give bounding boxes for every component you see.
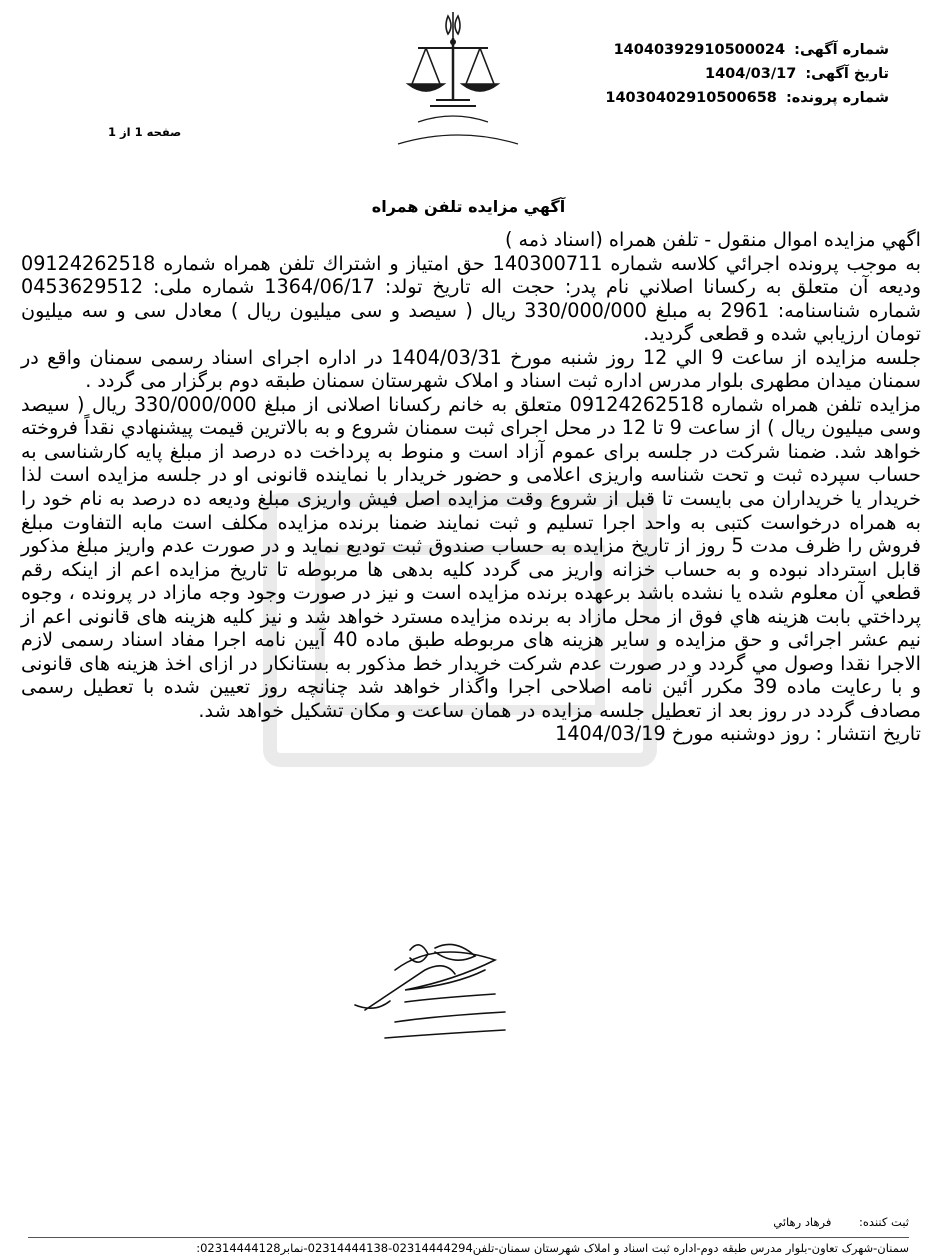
registrar (773, 1215, 909, 1229)
judiciary-emblem-icon (378, 6, 528, 156)
ad-meta (605, 38, 889, 110)
document-title: آگهي مزایده تلفن همراه (371, 197, 566, 216)
paragraph-terms: مزایده تلفن همراه شماره 09124262518 متعلق به خانم ركسانا اصلانی از مبلغ 330/000/000 ریال ( سیصد وسی میلیون ریال ) از ساعت 9 تا 12 در محل اجرای ثبت سمنان شروع و به بالاترين قيمت پيشنهادي نقداً فروخته خواهد شد. ضمنا شرکت در جلسه برای عموم آزاد است و منوط به پرداخت ده درصد از مبلغ پايه كارشناسی به حساب سپرده ثبت و تحت شناسه واریزی اعلامی و حضور خریدار با نماينده قانونی او در جلسه مزایده است لذا خريدار يا خريداران می بایست تا قبل از شروع وقت مزایده اصل فيش واريزی مبلغ ودیعه ده درصد به نام خود را به همراه درخواست کتبی به واحد اجرا تسليم و ثبت نمايند ضمنا برنده مزايده مكلف است مابه التفاوت مبلغ فروش را ظرف مدت 5 روز از تاریخ مزایده به حساب صندوق ثبت توديع نمايد و در صورت عدم واريز مبلغ مذكور قابل استرداد نبوده و به حساب خزانه واريز می گردد كليه بدهی ها مربوطه تا تاريخ مزايده اعم از اينكه رقم قطعي آن معلوم شده يا نشده باشد برعهده برنده مزايده است و نيز در صورت وجود وجه مازاد در پرونده ، وجوه پرداختي بابت هزينه هاي فوق از محل مازاد به برنده مزايده مسترد خواهد شد و نيز كليه هزينه های قانونی اعم از نيم عشر اجرائی و حق مزايده و ساير هزينه های مربوطه طبق ماده 40 آيين نامه اجرا مفاد اسناد رسمی لازم الاجرا نقدا وصول مي گردد و در صورت عدم شركت خريدار خط مذكور به بستانكار در ازای اخذ هزينه های قانونی و با رعايت ماده 39 مكرر آئين نامه اصلاحی اجرا واگذار خواهد شد چنانچه روز تعيين شده با تعطيل رسمی مصادف گردد در روز بعد از تعطيل جلسه مزايده در همان ساعت و مكان تشكيل خواهد شد. (21, 392, 922, 722)
ad-date-row (605, 62, 889, 86)
signature (335, 930, 525, 1060)
footer-divider (28, 1237, 909, 1238)
paragraph-session: جلسه مزايده از ساعت 9 الي 12 روز شنبه مورخ 1404/03/31 در اداره اجرای اسناد رسمی سمنان واقع در سمنان ميدان مطهری بلوار مدرس اداره ثبت اسناد و املاک شهرستان سمنان طبقه دوم برگزار می گردد . (21, 345, 922, 393)
case-number-label: شماره پرونده: (785, 90, 889, 106)
page-indicator: صفحه 1 از 1 (108, 125, 182, 139)
paragraph-heading: اگهي مزايده اموال منقول - تلفن همراه (اسناد ذمه ) (504, 228, 921, 251)
case-number: 14030402910500658 (605, 90, 777, 106)
office-address: سمنان-شهرک تعاون-بلوار مدرس طبقه دوم-اداره ثبت اسناد و املاک شهرستان سمنان-تلفن02314444294-02314444138-نمابر02314444128: (196, 1241, 909, 1255)
registrar-label: ثبت کننده: (859, 1215, 909, 1229)
ad-number-label: شماره آگهی: (794, 42, 889, 58)
ad-date: 1404/03/17 (705, 66, 797, 82)
ad-number: 14040392910500024 (613, 42, 786, 58)
ad-date-label: تاریخ آگهی: (805, 66, 889, 82)
registrar-name: فرهاد رهائي (773, 1215, 832, 1229)
case-number-row (605, 86, 889, 110)
paragraph-case: به موجب پرونده اجرائي كلاسه شماره 140300711 حق امتياز و اشتراك تلفن همراه شماره 09124262518 وديعه آن متعلق به ركسانا اصلاني نام پدر: حجت اله تاريخ تولد: 1364/06/17 شماره ملی: 0453629512 شماره شناسنامه: 2961 به مبلغ 330/000/000 ريال ( سيصد و سی ميليون ريال ) معادل سی و سه ميليون تومان ارزيابي شده و قطعی گرديد. (21, 251, 921, 346)
notice-body (21, 228, 921, 746)
publish-date: تاريخ انتشار : روز دوشنبه مورخ 1404/03/19 (555, 722, 921, 746)
ad-number-row (605, 38, 889, 62)
